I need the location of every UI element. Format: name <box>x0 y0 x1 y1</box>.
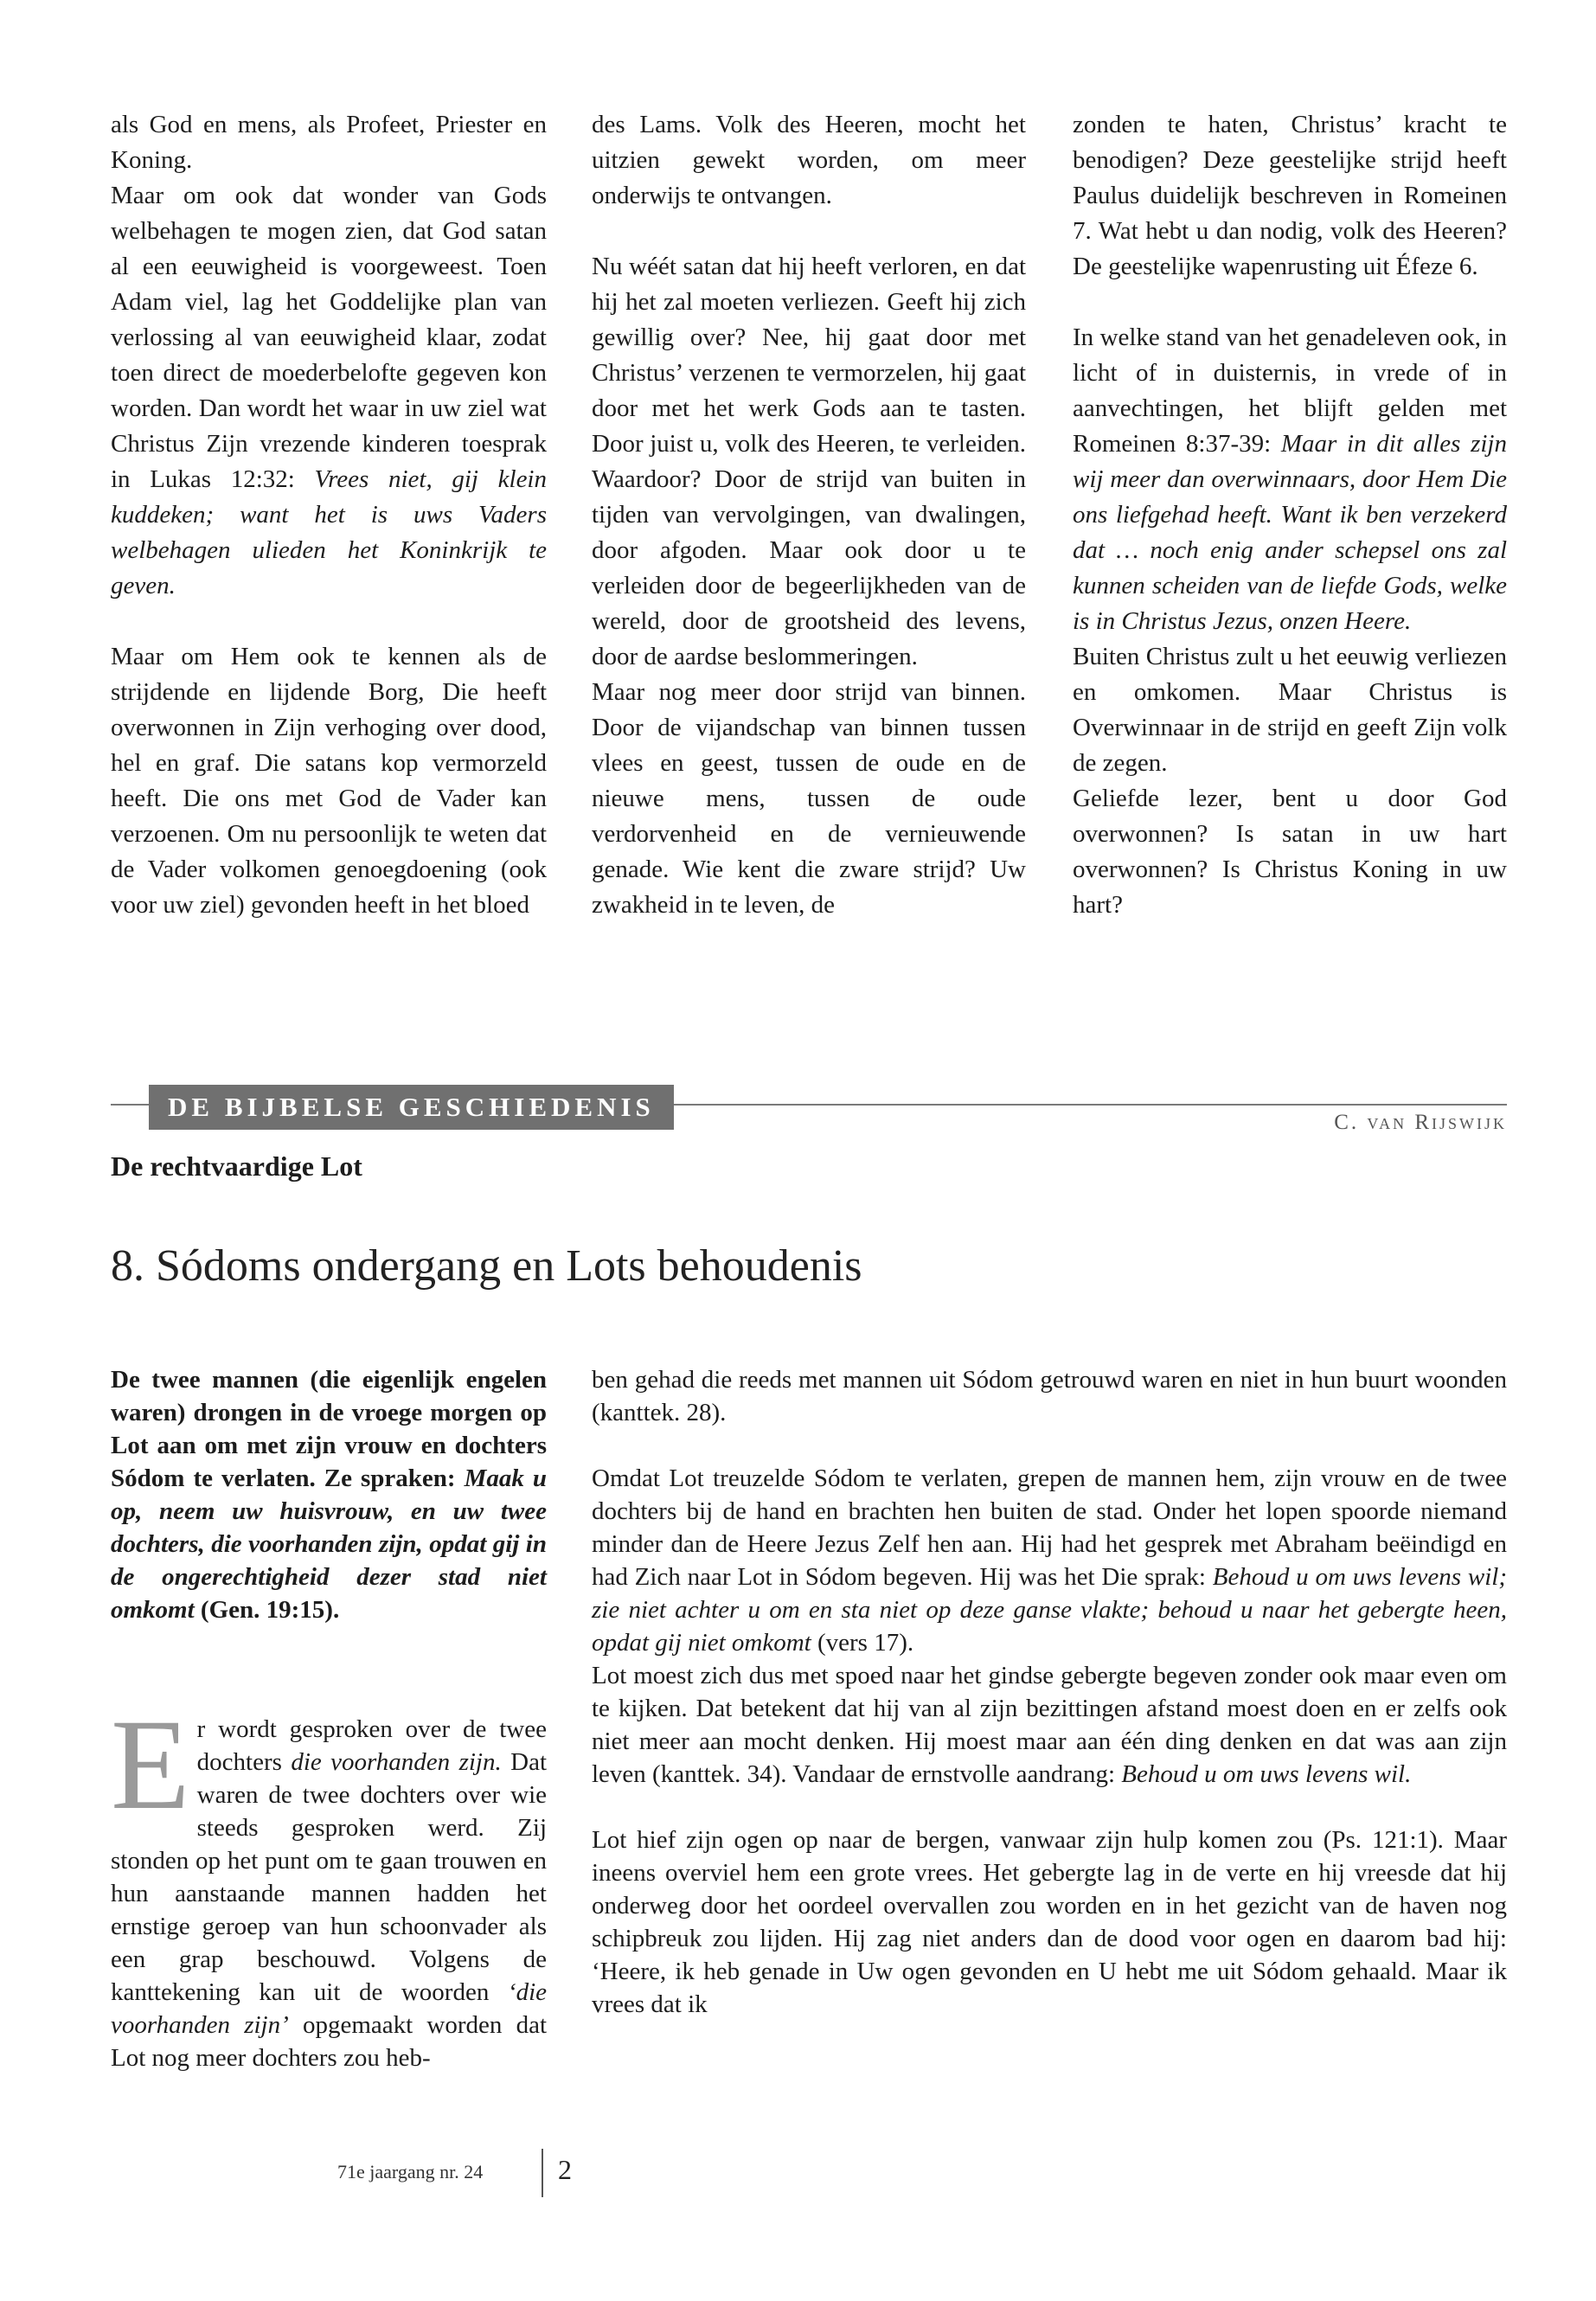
author-name: C. van Rijswijk <box>1334 1111 1507 1134</box>
scripture-quote: Maak u op, neem uw huisvrouw, en uw twee dochters, die voorhanden zijn, opdat gij in de ongerechtigheid dezer stad niet omkomt <box>111 1465 547 1624</box>
section-rubric: DE BIJBELSE GESCHIEDENIS <box>149 1085 674 1130</box>
paragraph: In welke stand van het genadeleven ook, in licht of in duisternis, in vrede of in aanvechtingen, het blijft gelden met Romeinen 8:37-39: Maar in dit alles zijn wij meer dan overwinnaars, door Hem Die ons liefgehad heeft. Want ik ben verzekerd dat … noch enig ander schepsel ons zal kunnen scheiden van de liefde Gods, welke is in Christus Jezus, onzen Heere. <box>1073 324 1507 635</box>
paragraph: Maar om ook dat wonder van Gods welbehagen te mogen zien, dat God satan al een eeuwigheid is voorgeweest. Toen Adam viel, lag het Goddelijke plan van verlossing al van eeuwigheid klaar, zodat toen direct de moederbelofte gegeven kon worden. Dan wordt het waar in uw ziel wat Christus Zijn vrezende kinderen toesprak in Lukas 12:32: Vrees niet, gij klein kuddeken; want het is uws Vaders welbehagen ulieden het Koninkrijk te geven. <box>111 182 547 599</box>
paragraph: Buiten Christus zult u het eeuwig verliezen en omkomen. Maar Christus is Overwinnaar in de strijd en geeft Zijn volk de zegen. <box>1073 643 1507 777</box>
lead-paragraph: De twee mannen (die eigenlijk engelen waren) drongen in de vroege morgen op Lot aan om met zijn vrouw en dochters Sódom te verlaten. Ze spraken: Maak u op, neem uw huisvrouw, en uw twee dochters, die voorhanden zijn, opdat gij in de ongerechtigheid dezer stad niet omkomt (Gen. 19:15). <box>111 1366 547 1624</box>
paragraph: ben gehad die reeds met mannen uit Sódom getrouwd waren en niet in hun buurt woonden (kanttek. 28). <box>592 1366 1507 1426</box>
issue-info: 71e jaargang nr. 24 <box>337 2161 484 2182</box>
paragraph: zonden te haten, Christus’ kracht te benodigen? Deze geestelijke strijd heeft Paulus duidelijk beschreven in Romeinen 7. Wat hebt u dan nodig, volk des Heeren? De geestelijke wapenrusting uit Éfeze 6. <box>1073 111 1507 280</box>
scripture-quote: Maar in dit alles zijn wij meer dan overwinnaars, door Hem Die ons liefgehad heeft. Want ik ben verzekerd dat … noch enig ander schepsel ons zal kunnen scheiden van de liefde Gods, welke is in Christus Jezus, onzen Heere. <box>1073 430 1507 635</box>
page-number: 2 <box>558 2154 572 2185</box>
paragraph: Lot hief zijn ogen op naar de bergen, vanwaar zijn hulp komen zou (Ps. 121:1). Maar ineens overviel hem een grote vrees. Het gebergte lag in de verte en hij vreesde dat hij onderweg door het oordeel overvallen zou worden en in het gezicht van de haven nog schipbreuk zou lijden. Hij zag niet anders dan de dood voor ogen en daarom bad hij: ‘Heere, ik heb genade in Uw ogen gevonden en U hebt me uit Sódom gehaald. Maar ik vrees dat ik <box>592 1826 1507 2018</box>
drop-cap: E <box>111 1693 190 1836</box>
article-title: 8. Sódoms ondergang en Lots behoudenis <box>111 1241 862 1291</box>
column-1 <box>111 107 547 923</box>
paragraph: Maar om Hem ook te kennen als de strijdende en lijdende Borg, Die heeft overwonnen in Zijn verhoging over dood, hel en graf. Die satans kop vermorzeld heeft. Die ons met God de Vader kan verzoenen. Om nu persoonlijk te weten dat de Vader volkomen genoegdoening (ook voor uw ziel) gevonden heeft in het bloed <box>111 643 547 919</box>
body-right-column <box>592 1363 1507 2021</box>
paragraph: des Lams. Volk des Heeren, mocht het uitzien gewekt worden, om meer onderwijs te ontvangen. <box>592 111 1026 209</box>
body-left-column: E r wordt gesproken over de twee dochters die voorhanden zijn. Dat waren de twee dochters over wie steeds gesproken werd. Zij stonden op het punt om te gaan trouwen en hun aanstaande mannen hadden het ernstige geroep van hun schoonvader als een grap beschouwd. Volgens de kanttekening kan uit de woorden ‘die voorhanden zijn’ opgemaakt worden dat Lot nog meer dochters zou heb- <box>111 1693 548 2072</box>
paragraph: Maar nog meer door strijd van binnen. Door de vijandschap van binnen tussen vlees en geest, tussen de oude en de nieuwe mens, tussen de oude verdorvenheid en de vernieuwende genade. Wie kent die zware strijd? Uw zwakheid in te leven, de <box>592 678 1026 919</box>
paragraph: Geliefde lezer, bent u door God overwonnen? Is satan in uw hart overwonnen? Is Christus Koning in uw hart? <box>1073 785 1507 919</box>
article-subtitle: De rechtvaardige Lot <box>111 1150 362 1182</box>
paragraph: Omdat Lot treuzelde Sódom te verlaten, grepen de mannen hem, zijn vrouw en de twee dochters bij de hand en brachten hen buiten de stad. Onder het lopen spoorde niemand minder dan de Heere Jezus Zelf hen aan. Hij had het gesprek met Abraham beëindigd en had Zich naar Lot in Sódom begeven. Hij was het Die sprak: Behoud u om uws levens wil; zie niet achter u om en sta niet op deze ganse vlakte; behoud u naar het gebergte heen, opdat gij niet omkomt (vers 17). <box>592 1465 1508 1657</box>
scripture-quote: Vrees niet, gij klein kuddeken; want het is uws Vaders welbehagen ulieden het Koninkrijk te geven. <box>111 465 547 599</box>
column-2 <box>592 107 1026 923</box>
paragraph: Nu wéét satan dat hij heeft verloren, en dat hij het zal moeten verliezen. Geeft hij zich gewillig over? Nee, hij gaat door met Christus’ verzenen te vermorzelen, hij gaat door met het werk Gods aan te tasten. Door juist u, volk des Heeren, te verleiden. Waardoor? Door de strijd van buiten in tijden van vervolgingen, van dwalingen, door afgoden. Maar ook door u te verleiden door de begeerlijkheden van de wereld, door de grootsheid des levens, door de aardse beslommeringen. <box>592 253 1026 670</box>
paragraph: Lot moest zich dus met spoed naar het gindse gebergte begeven zonder ook maar even om te kijken. Dat betekent dat hij van al zijn bezittingen afstand moest doen en er zelfs ook niet meer aan mocht denken. Hij moest maar aan één ding denken en dat was aan zijn leven (kanttek. 34). Vandaar de ernstvolle aandrang: Behoud u om uws levens wil. <box>592 1662 1507 1788</box>
footer-divider <box>542 2149 543 2197</box>
scripture-quote: Behoud u om uws levens wil. <box>1121 1760 1412 1788</box>
column-3 <box>1073 107 1507 923</box>
paragraph: als God en mens, als Profeet, Priester en Koning. <box>111 111 547 174</box>
scripture-quote: Behoud u om uws levens wil; zie niet achter u om en sta niet op deze ganse vlakte; behoud u naar het gebergte heen, opdat gij niet omkomt <box>592 1563 1508 1657</box>
